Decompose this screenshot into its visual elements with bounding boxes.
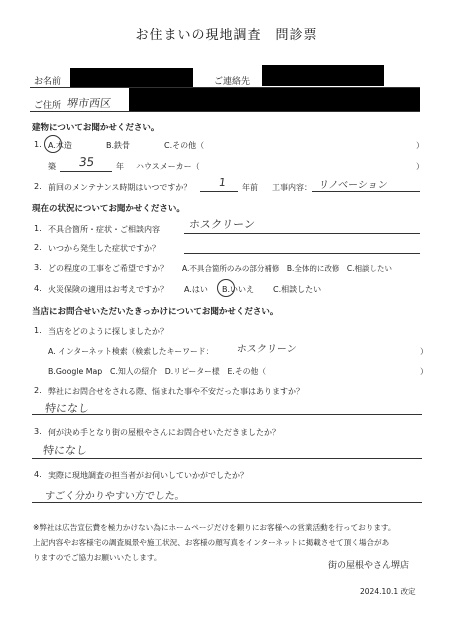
maintenance-years-unit: 年前 — [242, 183, 258, 192]
maintenance-years-value: 1 — [218, 176, 227, 189]
current-q4-number: 4. — [34, 284, 42, 293]
search-keyword-close: ） — [420, 347, 428, 356]
current-q3-number: 3. — [34, 263, 42, 272]
work-scope-question: どの程度の工事をご希望ですか？ — [48, 264, 168, 273]
building-age-value: 35 — [78, 155, 96, 169]
building-q1-number: 1. — [34, 140, 42, 149]
notice-line-1: ※弊社は広告宣伝費を極力かけない為にホームページだけを頼りにお客様への営業活動を行っております。 — [33, 523, 396, 532]
building-q2-number: 2. — [34, 182, 42, 191]
search-keyword-value: ホスクリーン — [236, 344, 298, 355]
trigger-q2-number: 2. — [34, 386, 42, 395]
current-q1-number: 1. — [34, 224, 42, 233]
insurance-option-consult[interactable]: C.相談したい — [273, 285, 322, 294]
option-steel[interactable]: B.鉄骨 — [106, 141, 131, 150]
option-internet-search[interactable]: A. インターネット検索（検索したキーワード： — [48, 347, 214, 356]
option-wood-circle-mark — [44, 135, 62, 153]
address-underline — [30, 111, 420, 112]
insurance-question: 火災保険の適用はお考えですか？ — [48, 285, 168, 294]
deciding-factor-value: 特になし — [42, 444, 88, 457]
address-label: ご住所 — [34, 101, 62, 111]
age-underline — [60, 171, 112, 172]
age-unit: 年 — [116, 162, 124, 171]
notice-line-3: りますのでご協力お願いいたします。 — [33, 553, 162, 562]
trigger-q4-number: 4. — [34, 470, 42, 479]
deciding-factor-question: 何が決め手となり街の屋根やさんにお問合せいただきましたか？ — [48, 428, 280, 437]
trigger-q1-number: 1. — [34, 326, 42, 335]
shop-name: 街の屋根やさん堺店 — [328, 561, 410, 571]
name-redaction — [70, 68, 193, 87]
work-scope-options[interactable]: A.不具合箇所のみの部分補修 B.全体的に改修 C.相談したい — [182, 264, 393, 273]
section-trigger-heading: 当店にお問合せいただいたきっかけについてお聞かせください。 — [32, 307, 279, 317]
house-maker-label: ハウスメーカー（ — [136, 162, 200, 171]
section-building-heading: 建物についてお聞かせください。 — [32, 123, 160, 133]
concern-question: 弊社にお問合せをされる際、悩まれた事や不安だった事はありますか？ — [48, 387, 304, 396]
maintenance-question: 前回のメンテナンス時期はいつですか？ — [48, 183, 192, 192]
option-wood[interactable]: A.木造 — [48, 141, 72, 150]
form-title: お住まいの現地調査 問診票 — [135, 28, 318, 43]
issue-question: 不具合箇所・症状・ご相談内容 — [48, 225, 160, 234]
onset-question: いつから発生した症状ですか？ — [48, 244, 160, 253]
search-method-question: 当店をどのように探しましたか？ — [48, 327, 168, 336]
issue-value: ホスクリーン — [188, 218, 256, 231]
insurance-no-circle-mark — [217, 279, 235, 297]
trigger-q3-number: 3. — [34, 427, 42, 436]
work-content-value: リノベーション — [318, 180, 389, 191]
staff-impression-question: 実際に現地調査の担当者がお伺いしていかがでしたか？ — [48, 471, 248, 480]
concern-underline — [32, 414, 422, 415]
deciding-factor-underline — [32, 458, 422, 459]
staff-impression-value: すごく分かりやすい方でした。 — [44, 491, 186, 502]
current-q2-number: 2. — [34, 243, 42, 252]
notice-line-2: 上記内容やお客様宅の調査風景や施工状況、お客様の顔写真をインターネットに掲載させて頂く場合があ — [33, 538, 390, 547]
issue-underline — [184, 233, 420, 234]
insurance-option-no[interactable]: B.いいえ — [222, 285, 255, 294]
name-label: お名前 — [34, 77, 62, 87]
address-redaction — [129, 88, 420, 111]
maintenance-years-underline — [200, 191, 238, 192]
section-current-heading: 現在の状況についてお聞かせください。 — [32, 204, 185, 214]
work-content-label: 工事内容： — [272, 183, 312, 192]
contact-label: ご連絡先 — [214, 77, 251, 87]
revision-date: 2024.10.1 改定 — [360, 587, 416, 596]
option-other-sources[interactable]: B.Google Map C.知人の紹介 D.リピーター様 E.その他（ — [48, 367, 267, 376]
staff-impression-underline — [32, 502, 422, 503]
contact-redaction — [262, 65, 384, 86]
house-maker-close: ） — [416, 162, 424, 171]
insurance-option-yes[interactable]: A.はい — [184, 285, 208, 294]
age-prefix: 築 — [48, 162, 56, 171]
work-content-underline — [312, 191, 420, 192]
other-sources-close: ） — [420, 367, 428, 376]
onset-underline — [184, 253, 420, 254]
option-other-close: ） — [416, 141, 424, 150]
option-other[interactable]: C.その他（ — [164, 141, 205, 150]
address-value: 堺市西区 — [66, 97, 112, 110]
concern-value: 特になし — [44, 402, 90, 415]
